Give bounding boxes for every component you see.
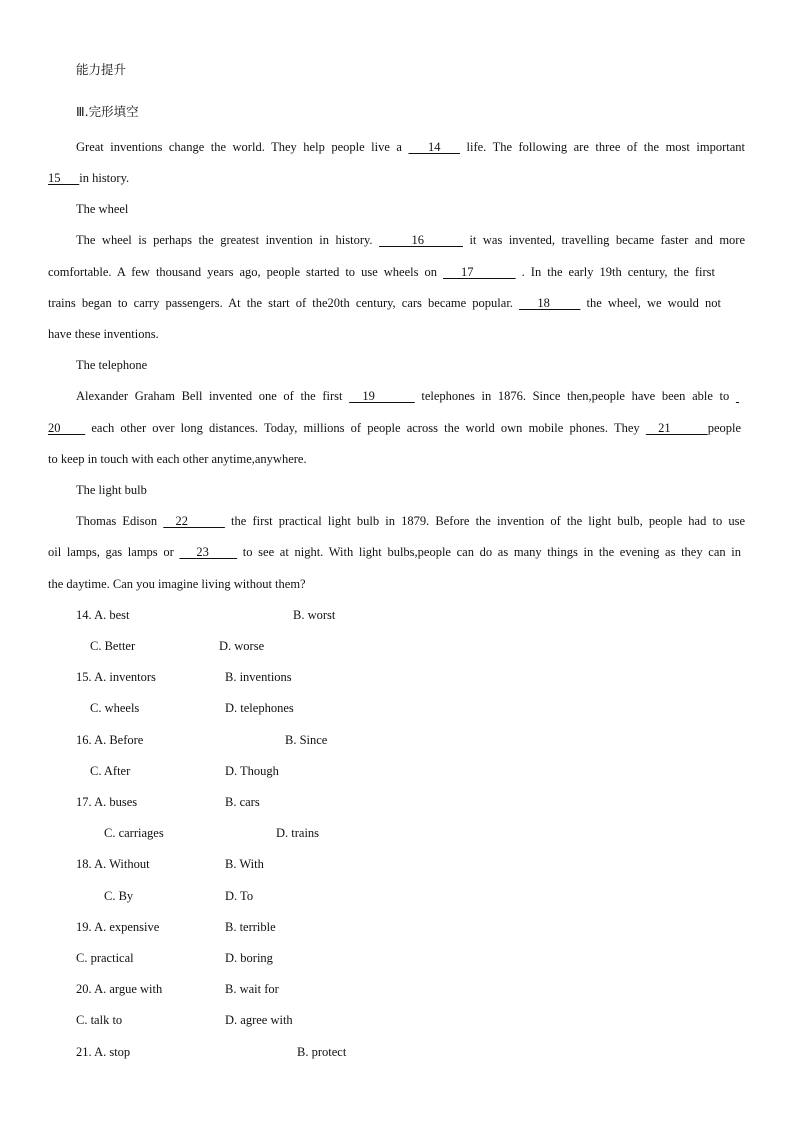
passage-line: oil lamps, gas lamps or 23 to see at night. With light bulbs,people can do as many things in the evening as they can in [48,545,741,559]
question-17-option-b[interactable]: B. cars [225,795,260,809]
passage-line: The wheel is perhaps the greatest invention in history. 16 it was invented, travelling became faster and more [76,233,746,247]
question-18-option-b[interactable]: B. With [225,857,264,871]
question-16-option-d[interactable]: D. Though [225,764,279,778]
question-19-option-c[interactable]: C. practical [76,951,134,965]
passage-line: Great inventions change the world. They help people live a 14 life. The following are three of the most important [76,140,745,154]
question-15-option-a[interactable]: 15. A. inventors [76,670,156,684]
passage-line: to keep in touch with each other anytime,anywhere. [48,452,307,466]
question-16-option-a[interactable]: 16. A. Before [76,733,144,747]
question-15-option-b[interactable]: B. inventions [225,670,292,684]
question-14-option-d[interactable]: D. worse [219,639,265,653]
subsection-title-light-bulb: The light bulb [76,483,147,497]
question-14-option-a[interactable]: 14. A. best [76,608,130,622]
question-20-option-a[interactable]: 20. A. argue with [76,982,163,996]
passage-line: the daytime. Can you imagine living without them? [48,577,306,591]
section-heading: 能力提升 [76,62,127,77]
question-19-option-b[interactable]: B. terrible [225,920,276,934]
question-20-option-d[interactable]: D. agree with [225,1013,293,1027]
question-15-option-c[interactable]: C. wheels [90,701,140,715]
question-21-option-b[interactable]: B. protect [297,1045,347,1059]
passage-line: 20 each other over long distances. Today, millions of people across the world own mobile phones. They 21 people [48,421,742,435]
section-subheading: Ⅲ.完形填空 [76,104,139,119]
blank-16: 16 [379,233,463,247]
blank-17: 17 [443,265,516,279]
blank-21: 21 [645,421,708,435]
subsection-title-telephone: The telephone [76,358,148,372]
question-14-option-b[interactable]: B. worst [293,608,336,622]
question-18-option-c[interactable]: C. By [104,889,134,903]
question-20-option-b[interactable]: B. wait for [225,982,279,996]
passage-line: Thomas Edison 22 the first practical light bulb in 1879. Before the invention of the light bulb, people had to use [76,514,746,528]
question-18-option-d[interactable]: D. To [225,889,254,903]
blank-23: 23 [179,545,238,559]
question-19-option-a[interactable]: 19. A. expensive [76,920,160,934]
passage-line: comfortable. A few thousand years ago, people started to use wheels on 17 . In the early 19th century, the first [48,265,715,279]
question-20-option-c[interactable]: C. talk to [76,1013,123,1027]
question-16-option-c[interactable]: C. After [90,764,131,778]
question-17-option-d[interactable]: D. trains [276,826,320,840]
question-21-option-a[interactable]: 21. A. stop [76,1045,131,1059]
passage-line: trains began to carry passengers. At the start of the20th century, cars became popular. 18 the wheel, we would not [48,296,721,310]
question-16-option-b[interactable]: B. Since [285,733,328,747]
blank-22: 22 [163,514,225,528]
passage-line: have these inventions. [48,327,159,341]
passage-line: 15 in history. [48,171,130,185]
blank-19: 19 [349,389,415,403]
blank-18: 18 [519,296,581,310]
question-14-option-c[interactable]: C. Better [90,639,136,653]
blank-20: 20 [48,421,86,435]
question-17-option-a[interactable]: 17. A. buses [76,795,138,809]
blank-15: 15 [48,171,80,185]
question-19-option-d[interactable]: D. boring [225,951,273,965]
subsection-title-wheel: The wheel [76,202,129,216]
passage-line: Alexander Graham Bell invented one of the first 19 telephones in 1876. Since then,people have been able to [76,389,736,403]
question-18-option-a[interactable]: 18. A. Without [76,857,150,871]
question-15-option-d[interactable]: D. telephones [225,701,294,715]
question-17-option-c[interactable]: C. carriages [104,826,164,840]
blank-14: 14 [408,140,460,154]
